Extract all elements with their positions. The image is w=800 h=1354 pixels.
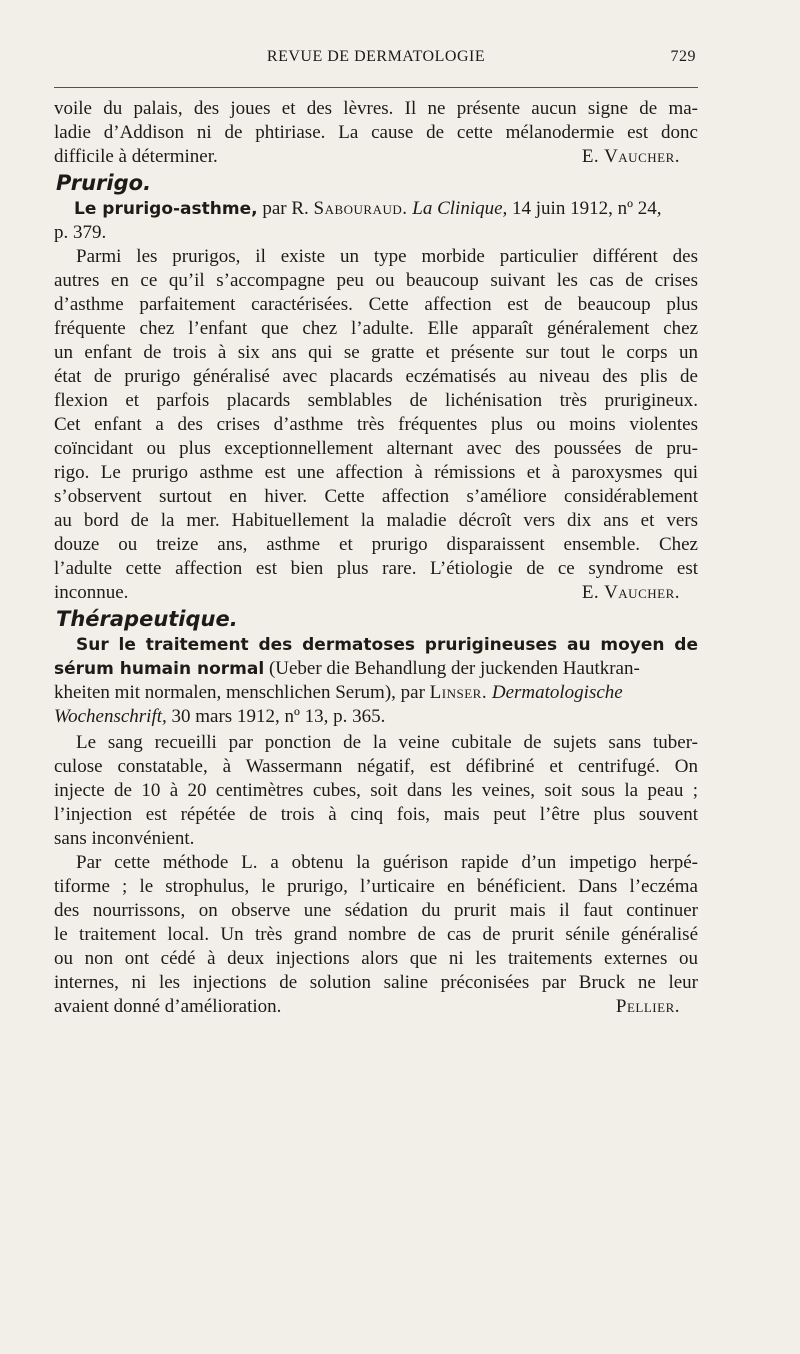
section-heading-therapeutique: Thérapeutique. bbox=[56, 607, 238, 631]
body-line-last: sans inconvénient. bbox=[54, 828, 195, 849]
author-name: Linser. bbox=[429, 682, 488, 703]
body-line: fréquente chez l’enfant que chez l’adulte. Elle apparaît généralement chez bbox=[54, 318, 698, 339]
running-head bbox=[54, 48, 698, 72]
body-line: ladie d’Addison ni de phtiriase. La cause de cette mélanodermie est donc bbox=[54, 122, 698, 143]
body-line: Le sang recueilli par ponction de la veine cubitale de sujets sans tuber- bbox=[76, 732, 698, 753]
body-line: l’injection est répétée de trois à cinq fois, mais peut l’être plus souvent bbox=[54, 804, 698, 825]
body-line: douze ou treize ans, asthme et prurigo disparaissent ensemble. Chez bbox=[54, 534, 698, 555]
body-line: s’observent surtout en hiver. Cette affection s’améliore considérablement bbox=[54, 486, 698, 507]
body-line: le traitement local. Un très grand nombre de cas de prurit sénile généralisé bbox=[54, 924, 698, 945]
body-line-last bbox=[54, 145, 698, 169]
body-line: Parmi les prurigos, il existe un type morbide particulier différent des bbox=[76, 246, 698, 267]
article-title-german: (Ueber die Behandlung der juckenden Hautkran- bbox=[264, 658, 640, 679]
body-line: voile du palais, des joues et des lèvres. Il ne présente aucun signe de ma- bbox=[54, 98, 698, 119]
signature: E. Vaucher. bbox=[581, 582, 680, 603]
body-line: injecte de 10 à 20 centimètres cubes, soit dans les veines, soit sous la peau ; bbox=[54, 780, 698, 801]
body-line: internes, ni les injections de solution saline préconisées par Bruck ne leur bbox=[54, 972, 698, 993]
citation-by: par R. bbox=[257, 198, 314, 219]
citation-date: 30 mars 1912, nº 13, p. 365. bbox=[166, 706, 386, 727]
body-line: ou non ont cédé à deux injections alors que ni les traitements externes ou bbox=[54, 948, 698, 969]
article-citation bbox=[54, 197, 698, 221]
section-heading-prurigo: Prurigo. bbox=[56, 171, 152, 195]
journal-name: Dermatologische bbox=[487, 682, 623, 703]
citation-line: p. 379. bbox=[54, 222, 107, 243]
article-citation bbox=[54, 681, 698, 705]
body-line: Par cette méthode L. a obtenu la guérison rapide d’un impetigo herpé- bbox=[76, 852, 698, 873]
body-line-last bbox=[54, 581, 698, 605]
text-column bbox=[54, 97, 698, 1019]
body-line: rigo. Le prurigo asthme est une affection à rémissions et à paroxysmes qui bbox=[54, 462, 698, 483]
article-citation bbox=[54, 705, 698, 729]
line-text: inconnue. bbox=[54, 582, 129, 603]
body-line: des nourrissons, on observe une sédation du prurit mais il faut continuer bbox=[54, 900, 698, 921]
citation-text: kheiten mit normalen, menschlichen Serum), par bbox=[54, 682, 430, 703]
body-line: d’asthme parfaitement caractérisées. Cette affection est de beaucoup plus bbox=[54, 294, 698, 315]
article-title-bold: sérum humain normal bbox=[54, 659, 265, 679]
page-number: 729 bbox=[670, 48, 696, 65]
body-line: Cet enfant a des crises d’asthme très fréquentes plus ou moins violentes bbox=[54, 414, 698, 435]
body-line: tiforme ; le strophulus, le prurigo, l’urticaire en bénéficient. Dans l’eczéma bbox=[54, 876, 698, 897]
body-line: autres en ce qu’il s’accompagne peu ou beaucoup suivant les cas de crises bbox=[54, 270, 698, 291]
line-text: avaient donné d’amélioration. bbox=[54, 996, 282, 1017]
body-line: culose constatable, à Wassermann négatif, est défibriné et centrifugé. On bbox=[54, 756, 698, 777]
journal-name: La Clinique, bbox=[407, 198, 508, 219]
line-text: difficile à déterminer. bbox=[54, 146, 218, 167]
body-line: au bord de la mer. Habituellement la maladie décroît vers dix ans et vers bbox=[54, 510, 698, 531]
header-rule bbox=[54, 87, 698, 88]
citation-date: 14 juin 1912, nº 24, bbox=[507, 198, 662, 219]
signature: Pellier. bbox=[615, 996, 680, 1017]
body-line: l’adulte cette affection est bien plus rare. L’étiologie de ce syndrome est bbox=[54, 558, 698, 579]
signature: E. Vaucher. bbox=[581, 146, 680, 167]
body-line: flexion et parfois placards semblables de lichénisation très prurigineux. bbox=[54, 390, 698, 411]
journal-title: REVUE DE DERMATOLOGIE bbox=[266, 48, 486, 65]
body-line: un enfant de trois à six ans qui se gratte et présente sur tout le corps un bbox=[54, 342, 698, 363]
body-line: état de prurigo généralisé avec placards eczématisés au niveau des plis de bbox=[54, 366, 698, 387]
article-title-line bbox=[54, 657, 698, 681]
body-line-last bbox=[54, 995, 698, 1019]
article-title: Le prurigo-asthme, bbox=[74, 199, 258, 219]
body-line: coïncidant ou plus exceptionnellement alternant avec des poussées de pru- bbox=[54, 438, 698, 459]
author-name: Sabouraud. bbox=[313, 198, 408, 219]
journal-name-cont: Wochenschrift, bbox=[54, 706, 167, 727]
article-title-line: Sur le traitement des dermatoses prurigineuses au moyen de bbox=[76, 635, 698, 655]
